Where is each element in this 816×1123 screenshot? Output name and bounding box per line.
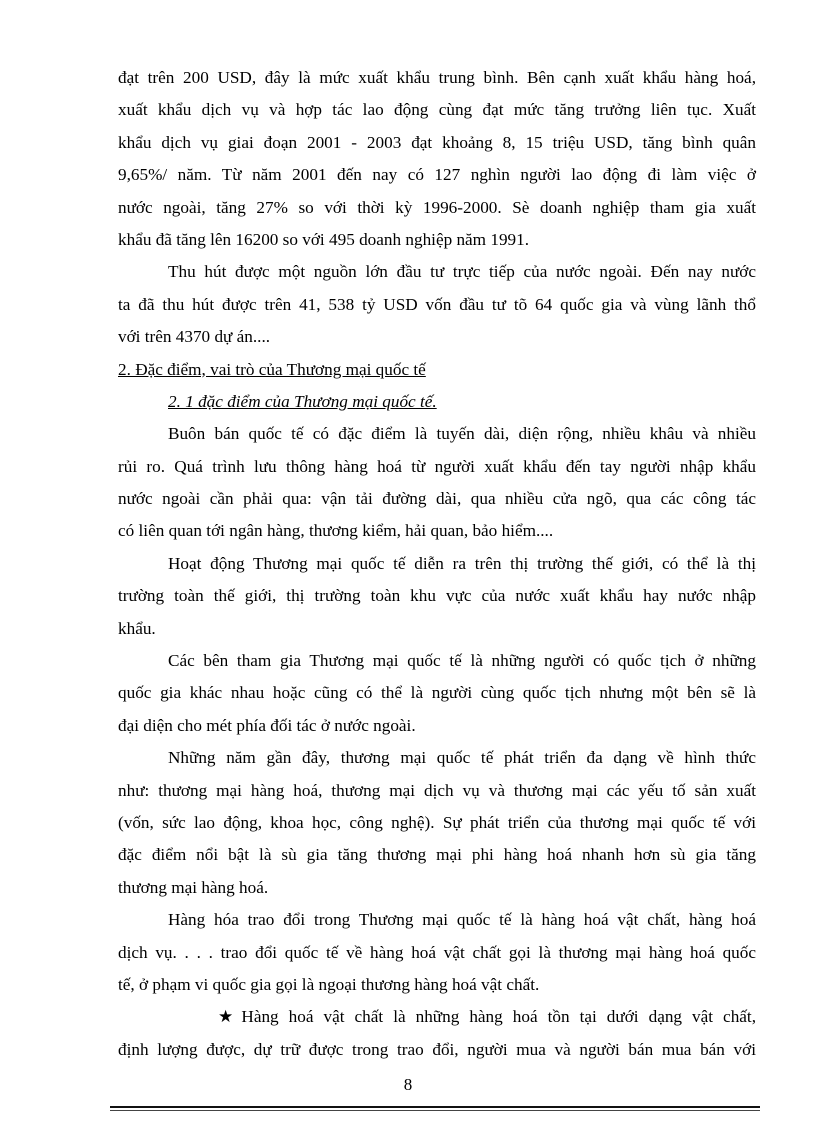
paragraph-line: khẩu. xyxy=(118,618,156,638)
paragraph-line: đặc điểm nổi bật là sù gia tăng thương mại phi hàng hoá nhanh hơn sù gia tăng xyxy=(118,845,756,865)
paragraph-line: định lượng được, dự trữ được trong trao đổi, người mua và người bán mua bán với xyxy=(118,1039,756,1059)
paragraph-line: Hoạt động Thương mại quốc tế diễn ra trên thị trường thế giới, có thể là thị xyxy=(168,553,756,573)
paragraph-line: đạt trên 200 USD, đây là mức xuất khẩu trung bình. Bên cạnh xuất khẩu hàng hoá, xyxy=(118,68,756,87)
paragraph-line: Buôn bán quốc tế có đặc điểm là tuyến dài, diện rộng, nhiều khâu và nhiều xyxy=(168,424,756,444)
paragraph-line: như: thương mại hàng hoá, thương mại dịch vụ và thương mại các yếu tố sản xuất xyxy=(118,780,756,800)
section-heading: 2. Đặc điểm, vai trò của Thương mại quốc tế xyxy=(118,359,426,379)
footer-rule-thin xyxy=(110,1110,760,1111)
paragraph-line: quốc gia khác nhau hoặc cũng có thể là người cùng quốc tịch nhưng một bên sẽ là xyxy=(118,683,756,703)
document-body xyxy=(118,62,756,1066)
paragraph-line: Hàng hóa trao đổi trong Thương mại quốc tế là hàng hoá vật chất, hàng hoá xyxy=(168,910,756,930)
paragraph-line: Thu hút được một nguồn lớn đầu tư trực tiếp của nước ngoài. Đến nay nước xyxy=(168,262,756,282)
paragraph-line: Các bên tham gia Thương mại quốc tế là những người có quốc tịch ở những xyxy=(168,651,756,671)
star-bullet-icon: ★ xyxy=(218,1007,234,1027)
bullet-text: Hàng hoá vật chất là những hàng hoá tồn tại dưới dạng vật chất, xyxy=(241,1007,756,1027)
paragraph-line: (vốn, sức lao động, khoa học, công nghệ). Sự phát triển của thương mại quốc tế với xyxy=(118,812,756,832)
footer-rule xyxy=(110,1106,760,1108)
bullet-line xyxy=(118,1001,756,1033)
paragraph-line: với trên 4370 dự án.... xyxy=(118,327,271,347)
subsection-heading: 2. 1 đặc điểm của Thương mại quốc tế. xyxy=(168,391,437,411)
paragraph-line: trường toàn thế giới, thị trường toàn khu vực của nước xuất khẩu hay nước nhập xyxy=(118,586,756,606)
paragraph-line: dịch vụ. . . . trao đổi quốc tế về hàng hoá vật chất gọi là thương mại hàng hoá quốc xyxy=(118,942,756,962)
paragraph-line: khẩu dịch vụ giai đoạn 2001 - 2003 đạt khoảng 8, 15 triệu USD, tăng bình quân xyxy=(118,132,756,152)
paragraph-line: tế, ở phạm vi quốc gia gọi là ngoại thương hàng hoá vật chất. xyxy=(118,974,540,994)
paragraph-line: thương mại hàng hoá. xyxy=(118,877,269,897)
paragraph-line: xuất khẩu dịch vụ và hợp tác lao động cùng đạt mức tăng trưởng liên tục. Xuất xyxy=(118,100,756,120)
page-number: 8 xyxy=(403,1075,413,1094)
paragraph-line: Những năm gần đây, thương mại quốc tế phát triển đa dạng về hình thức xyxy=(168,748,756,768)
paragraph-line: nước ngoài cần phải qua: vận tải đường dài, qua nhiều cửa ngõ, qua các công tác xyxy=(118,489,756,509)
paragraph-line: ta đã thu hút được trên 41, 538 tỷ USD vốn đầu tư tõ 64 quốc gia và vùng lãnh thổ xyxy=(118,294,756,314)
paragraph-line: nước ngoài, tăng 27% so với thời kỳ 1996-2000. Sè doanh nghiệp tham gia xuất xyxy=(118,197,756,217)
paragraph-line: rủi ro. Quá trình lưu thông hàng hoá từ người xuất khẩu đến tay người nhập khẩu xyxy=(118,456,756,476)
paragraph-line: đại diện cho mét phía đối tác ở nước ngoài. xyxy=(118,715,416,735)
paragraph-line: khẩu đã tăng lên 16200 so với 495 doanh nghiệp năm 1991. xyxy=(118,229,530,249)
paragraph-line: 9,65%/ năm. Từ năm 2001 đến nay có 127 nghìn người lao động đi làm việc ở xyxy=(118,165,756,185)
paragraph-line: có liên quan tới ngân hàng, thương kiểm, hải quan, bảo hiểm.... xyxy=(118,521,554,541)
